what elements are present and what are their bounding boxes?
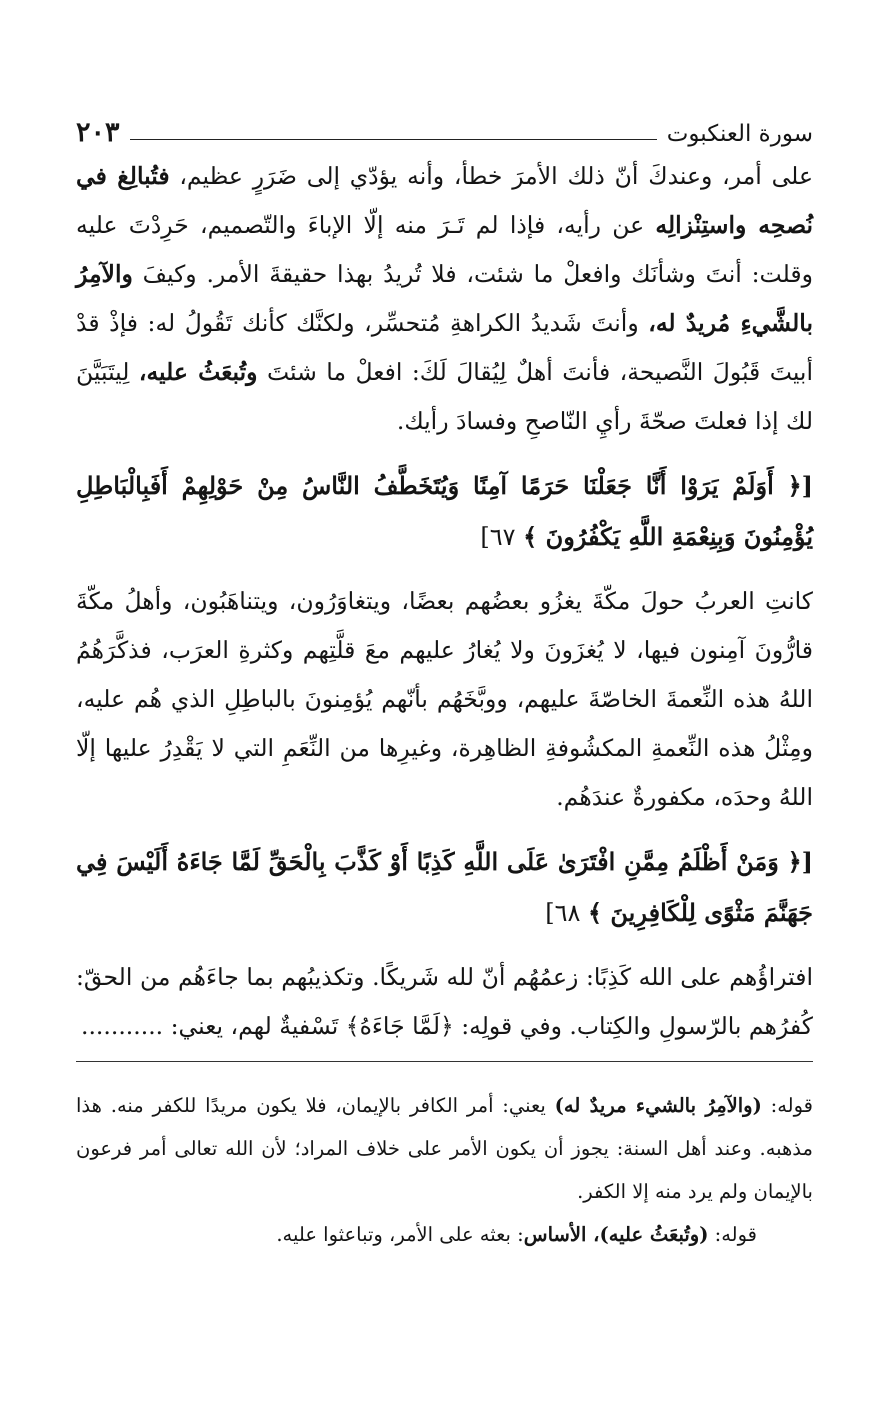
verse-text: وَمَنْ أَظْلَمُ مِمَّنِ افْتَرَىٰ عَلَى اللَّهِ كَذِبًا أَوْ كَذَّبَ بِالْحَقِّ لَمَّا جَاءَهُ أَلَيْسَ فِي جَهَنَّمَ مَثْوًى لِلْكَافِرِينَ xyxy=(76,847,813,927)
footnotes xyxy=(76,1084,813,1256)
verse-open-bracket: [﴿ xyxy=(787,471,813,500)
verse-text: أَوَلَمْ يَرَوْا أَنَّا جَعَلْنَا حَرَمًا آمِنًا وَيُتَخَطَّفُ النَّاسُ مِنْ حَوْلِهِمْ أَفَبِالْبَاطِلِ يُؤْمِنُونَ وَبِنِعْمَةِ اللَّهِ يَكْفُرُونَ xyxy=(76,471,813,551)
verse-number: ٦٧] xyxy=(480,523,524,551)
text-run: لِيتَبَيَّنَ لك إذا فعلتَ صحّةَ رأيِ النّاصحِ وفسادَ رأيك. xyxy=(76,358,813,435)
footnote-text: يعني: أمر الكافر بالإيمان، فلا يكون مريدًا للكفر منه. هذا مذهبه. وعند أهل السنة: يجوز أن يكون الأمر على خلاف المراد؛ لأن الله تعالى أمر فرعون بالإيمان ولم يرد منه إلا الكفر. xyxy=(76,1094,813,1203)
footnote-1 xyxy=(76,1084,813,1213)
commentary-paragraph-1 xyxy=(76,152,813,446)
text-run: على أمر، وعندكَ أنّ ذلك الأمرَ خطأ، وأنه يؤدّي إلى ضَرَرٍ عظيم، xyxy=(169,162,813,190)
verse-close-bracket: ﴾ xyxy=(587,898,603,927)
continuation-dots: ........... xyxy=(80,1012,164,1040)
verse-number: ٦٨] xyxy=(545,899,588,927)
verse-open-bracket: [﴿ xyxy=(787,847,813,876)
verse-close-bracket: ﴾ xyxy=(523,522,538,551)
footnote-separator xyxy=(76,1061,813,1062)
footnote-2 xyxy=(76,1213,813,1256)
bold-run: فتُبالِغ في نُصحِه واستِنْزالِه xyxy=(76,162,813,239)
quran-verse-67 xyxy=(76,460,813,563)
header-rule xyxy=(130,139,657,140)
paragraph-text: كانتِ العربُ حولَ مكّةَ يغزُو بعضُهم بعضًا، ويتغاوَرُون، ويتناهَبُون، وأهلُ مكّةَ قارُّونَ آمِنون فيها، لا يُغزَونَ ولا يُغارُ عليهم معَ قلَّتِهم وكثرةِ العرَب، فذكَّرَهُمُ اللهُ هذه النِّعمةَ الخاصّةَ عليهم، ووبَّخَهُم بأنّهم يُؤمِنونَ بالباطِلِ الذي هُم عليه، ومِثْلُ هذه النِّعمةِ المكشُوفةِ الظاهِرة، وغيرِها من النِّعَمِ التي لا يَقْدِرُ عليها إلّا اللهُ وحدَه، مكفورةٌ عندَهُم. xyxy=(76,587,813,811)
page-header xyxy=(76,100,813,146)
quran-verse-68 xyxy=(76,836,813,939)
footnote-quote: (وتُبعَثُ عليه)، الأساس xyxy=(523,1223,709,1246)
footnote-prefix: قوله: xyxy=(761,1094,813,1117)
footnote-quote: (والآمِرُ بالشيء مريدٌ له) xyxy=(554,1094,762,1117)
commentary-paragraph-2 xyxy=(76,577,813,822)
bold-run: والآمِرُ بالشَّيءِ مُريدٌ له، xyxy=(76,260,813,337)
commentary-paragraph-3 xyxy=(76,953,813,1051)
paragraph-text: افتراؤُهم على الله كَذِبًا: زعمُهُم أنّ لله شَريكًا. وتكذيبُهم بما جاءَهُم من الحقّ: كُفرُهم بالرّسولِ والكِتاب. وفي قولِه: ﴿لَمَّا جَاءَهُ﴾ تَسْفيةٌ لهم، يعني: xyxy=(76,963,813,1040)
surah-name: سورة العنكبوت xyxy=(666,121,813,147)
text-run: وأنتَ شَديدُ الكراهةِ مُتحسِّر، ولكنَّك كأنك تَقُولُ له: فإذْ قدْ أبيتَ قَبُولَ النَّصيحة، فأنتَ أهلٌ لِيُقالَ لَكَ: افعلْ ما شئتَ xyxy=(76,309,813,386)
bold-run: وتُبعَثُ عليه، xyxy=(138,358,258,386)
footnote-prefix: قوله: xyxy=(708,1223,757,1246)
footnote-text: : بعثه على الأمر، وتباعثوا عليه. xyxy=(276,1223,524,1246)
text-run: عن رأيه، فإذا لم تَـرَ منه إلّا الإباءَ والتّصميم، حَرِدْتَ عليه وقلت: أنتَ وشأنَك وافعلْ ما شئت، فلا تُريدُ بهذا حقيقةَ الأمر. وكيفَ xyxy=(76,211,813,288)
page-number: ٢٠٣ xyxy=(76,117,120,148)
